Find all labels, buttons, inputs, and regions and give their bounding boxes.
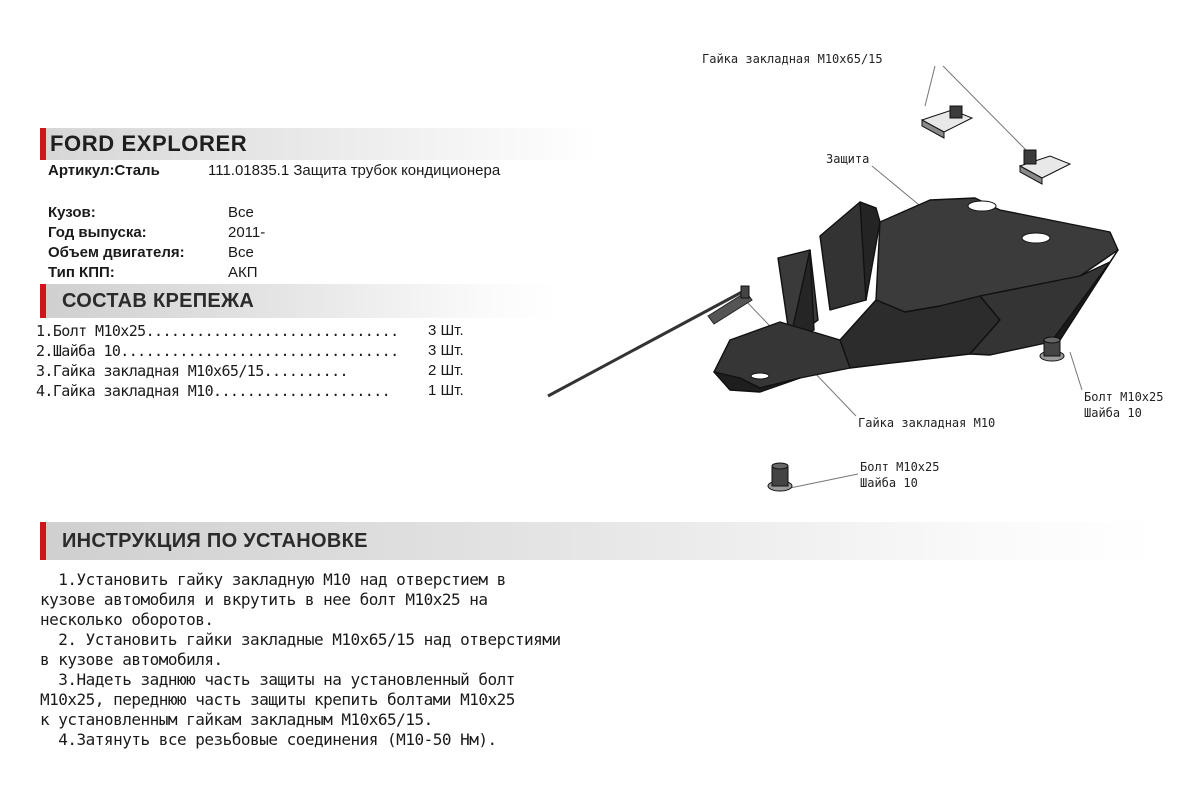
instruction-line: М10х25, переднюю часть защиты крепить болтами М10х25 bbox=[40, 690, 515, 709]
kit-section-title: СОСТАВ КРЕПЕЖА bbox=[62, 290, 255, 312]
label-bolt-right: Болт М10х25 bbox=[1084, 390, 1164, 404]
article-value: 111.01835.1 Защита трубок кондиционера bbox=[208, 162, 501, 179]
kit-item-qty: 3 Шт. bbox=[428, 342, 464, 359]
instruction-line: к установленным гайкам закладным М10х65/15. bbox=[40, 710, 433, 729]
kit-item-name: 4.Гайка закладная М10..................... bbox=[36, 382, 391, 400]
spec-key-body: Кузов: bbox=[48, 204, 96, 221]
kit-item-qty: 3 Шт. bbox=[428, 322, 464, 339]
kit-item-qty: 1 Шт. bbox=[428, 382, 464, 399]
label-shield: Защита bbox=[826, 152, 870, 166]
insert-nut-part bbox=[1020, 150, 1070, 184]
spec-value-body: Все bbox=[228, 204, 254, 221]
instruction-line: кузове автомобиля и вкрутить в нее болт М10х25 на bbox=[40, 590, 488, 609]
page-title: FORD EXPLORER bbox=[50, 131, 248, 156]
instruction-line: 1.Установить гайку закладную М10 над отверстием в bbox=[40, 570, 506, 589]
label-insert-nuts: Гайка закладная М10х65/15 bbox=[702, 52, 883, 66]
insert-nut-part bbox=[922, 106, 972, 138]
instructions-section-bar bbox=[40, 522, 1160, 560]
shield-part bbox=[714, 198, 1118, 392]
instructions-section-accent bbox=[40, 522, 46, 560]
instruction-line: несколько оборотов. bbox=[40, 610, 214, 629]
label-washer-right: Шайба 10 bbox=[1084, 406, 1142, 420]
bolt-part bbox=[768, 463, 792, 491]
article-label: Артикул:Сталь bbox=[48, 162, 160, 179]
spec-value-engine: Все bbox=[228, 244, 254, 261]
bolt-part bbox=[1040, 337, 1064, 361]
spec-value-gearbox: АКП bbox=[228, 264, 258, 281]
spec-value-year: 2011- bbox=[228, 224, 266, 241]
spec-key-engine: Объем двигателя: bbox=[48, 244, 185, 261]
spec-key-gearbox: Тип КПП: bbox=[48, 264, 115, 281]
instructions-section-title: ИНСТРУКЦИЯ ПО УСТАНОВКЕ bbox=[62, 530, 368, 552]
instruction-line: 4.Затянуть все резьбовые соединения (М10-50 Нм). bbox=[40, 730, 497, 749]
instruction-line: 2. Установить гайки закладные М10х65/15 над отверстиями bbox=[40, 630, 561, 649]
kit-item-name: 3.Гайка закладная М10х65/15.......... bbox=[36, 362, 348, 380]
instruction-line: 3.Надеть заднюю часть защиты на установленный болт bbox=[40, 670, 515, 689]
label-washer-bottom: Шайба 10 bbox=[860, 476, 918, 490]
kit-item-qty: 2 Шт. bbox=[428, 362, 464, 379]
kit-item-name: 2.Шайба 10................................. bbox=[36, 342, 399, 360]
label-bolt-bottom: Болт М10х25 bbox=[860, 460, 940, 474]
label-insert-nut-m10: Гайка закладная М10 bbox=[858, 416, 996, 430]
spec-key-year: Год выпуска: bbox=[48, 224, 147, 241]
kit-item-name: 1.Болт М10х25.............................. bbox=[36, 322, 399, 340]
instruction-line: в кузове автомобиля. bbox=[40, 650, 223, 669]
